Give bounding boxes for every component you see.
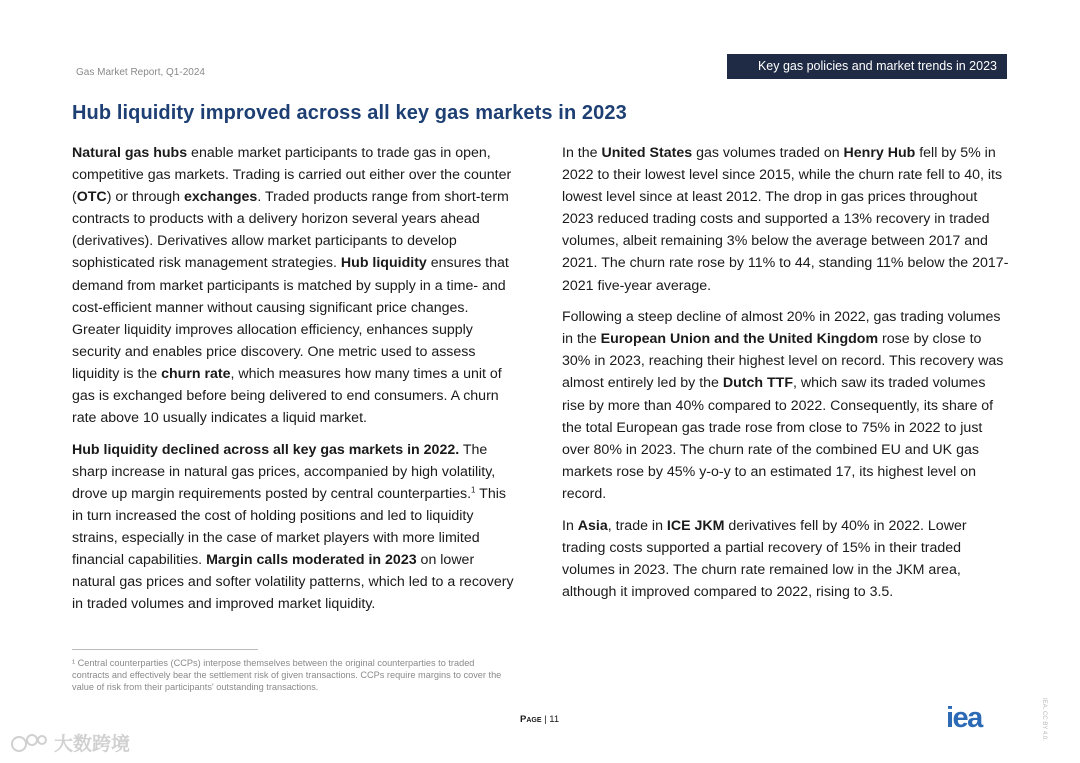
text-run: The sharp increase in natural gas prices, accompanied by high volatility, drove up margin requirements posted by central counterparties. [72, 441, 496, 502]
page-number-value: 11 [549, 714, 560, 725]
watermark [10, 729, 130, 756]
page-title: Hub liquidity improved across all key gas markets in 2023 [72, 102, 627, 124]
text-run: , which saw its traded volumes rise by more than 40% compared to 2022. Consequently, its share of the total European gas trade rose from close to 75% in 2022 to just over 80% in 2023. The churn rate of the combined EU and UK gas markets rose by 45% y-o-y to an estimated 17, its highest level on record. [562, 375, 994, 502]
text-run: gas volumes traded on [692, 145, 844, 161]
bold-term: churn rate [161, 365, 231, 382]
footnote-divider [72, 649, 258, 650]
bold-term: OTC [76, 189, 107, 206]
text-run: , trade in [607, 517, 667, 534]
text-run: ) or through [106, 189, 184, 206]
iea-logo: iea [946, 702, 982, 734]
bold-term: United States [601, 145, 693, 161]
text-run: In the [562, 145, 602, 161]
footnote: ¹ Central counterparties (CCPs) interpose themselves between the original counterparties to traded contracts and effectively bear the settlement risk of given transactions. CCPs require margins to cover the value of risk from their participants' outstanding transactions. [72, 658, 502, 692]
page-word: Page [520, 714, 542, 725]
text-run: . Traded products range from short-term contracts to products with a delivery horizon several years ahead (derivatives). Derivatives allow market participants to develop sophisticated risk management strategies. [72, 189, 509, 272]
report-label: Gas Market Report, Q1-2024 [76, 67, 205, 78]
text-run: derivatives fell by 40% in 2022. Lower trading costs supported a partial recovery of 15% in their traded volumes in 2023. The churn rate remained low in the JKM area, although it improved compared to 2022, rising to 3.5. [562, 517, 967, 600]
page-separator: | [541, 714, 550, 725]
text-run: , which measures how many times a unit of gas is exchanged before being delivered to end consumers. A churn rate above 10 usually indicates a liquid market. [72, 365, 502, 427]
text-run: ensures that demand from market participants is matched by supply in a time- and cost-efficient manner without causing significant price changes. Greater liquidity improves allocation efficiency, enhances supply security and enables price discovery. One metric used to assess liquidity is the [72, 255, 509, 382]
asia-paragraph [562, 515, 1012, 603]
europe-paragraph [562, 306, 1012, 505]
text-run: rose by close to 30% in 2023, reaching their highest level on record. This recovery was almost entirely led by the [562, 331, 1004, 392]
bold-term: Margin calls moderated in 2023 [206, 552, 417, 569]
decline-paragraph [72, 439, 520, 616]
text-run: Following a steep decline of almost 20% in 2022, gas trading volumes in the [562, 309, 1001, 348]
watermark-icon [10, 732, 48, 754]
section-tab: Key gas policies and market trends in 2023 [727, 54, 1007, 79]
bold-term: Asia [577, 517, 608, 534]
right-column [562, 142, 1012, 612]
page-number [520, 714, 559, 725]
bold-term: Natural gas hubs [72, 145, 188, 161]
united-states-paragraph [562, 142, 1012, 297]
bold-term: Dutch TTF [722, 375, 794, 392]
bold-term: Hub liquidity [340, 255, 427, 272]
text-run: fell by 5% in 2022 to their lowest level since 2015, while the churn rate fell to 40, its lowest level since at least 2012. The drop in gas prices throughout 2023 reduced trading costs and supported a 13% recovery in traded volumes, albeit remaining 3% below the average between 2017 and 2021. The churn rate rose by 11% to 44, standing 11% below the 2017-2021 five-year average. [562, 145, 1009, 294]
bold-term: Hub liquidity declined across all key gas markets in 2022. [72, 441, 460, 458]
text-run: This in turn increased the cost of holding positions and led to liquidity strains, especially in the case of market players with more limited financial capabilities. [72, 485, 506, 569]
text-run: on lower natural gas prices and softer volatility patterns, which led to a recovery in traded volumes and improved market liquidity. [72, 552, 514, 613]
left-column [72, 142, 520, 625]
bold-term: European Union and the United Kingdom [600, 331, 879, 348]
text-run: enable market participants to trade gas in open, competitive gas markets. Trading is carried out either over the counter ( [72, 145, 512, 206]
watermark-text: 大数跨境 [54, 734, 131, 755]
bold-term: Henry Hub [843, 145, 916, 161]
license-text: IEA. CC BY 4.0. [1041, 698, 1047, 741]
text-run: In [562, 517, 578, 534]
footnote-ref: 1 [471, 485, 476, 495]
bold-term: exchanges [183, 189, 258, 206]
intro-paragraph [72, 142, 520, 429]
bold-term: ICE JKM [666, 517, 725, 534]
